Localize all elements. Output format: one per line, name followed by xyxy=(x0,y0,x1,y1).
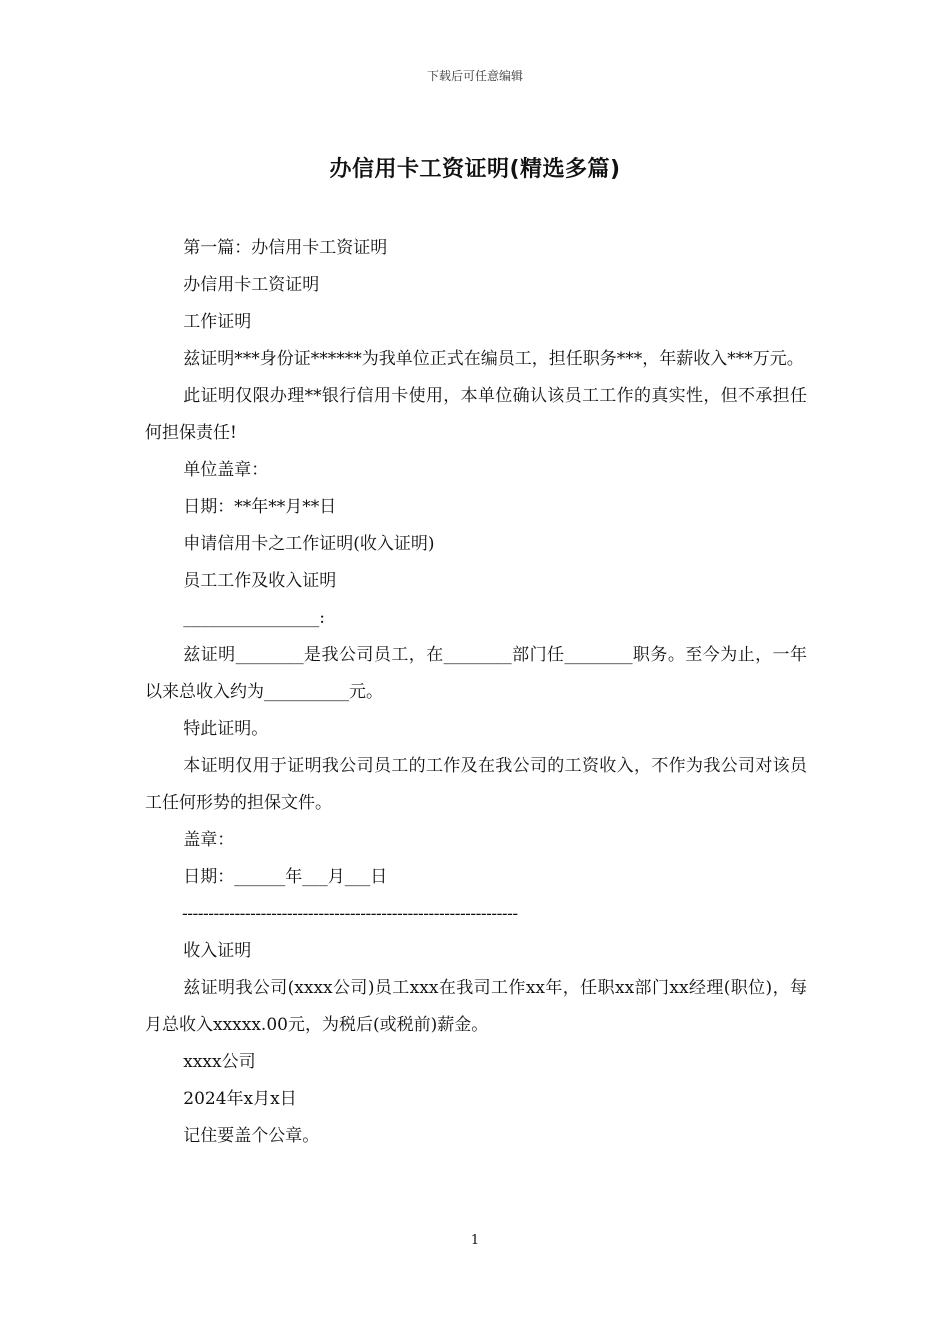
page-number: 1 xyxy=(470,1233,480,1248)
subheading: 申请信用卡之工作证明(收入证明) xyxy=(183,534,435,554)
date-line: 2024年x月x日 xyxy=(183,1089,297,1109)
section-heading: 第一篇：办信用卡工资证明 xyxy=(183,238,388,258)
company-line: xxxx公司 xyxy=(183,1052,256,1072)
seal-line: 盖章： xyxy=(183,830,235,850)
page-header-note: 下载后可任意编辑 xyxy=(426,69,523,83)
document-body xyxy=(145,230,807,1155)
body-paragraph: 此证明仅限办理**银行信用卡使用，本单位确认该员工工作的真实性，但不承担任何担保责任! xyxy=(145,386,807,443)
date-line: 日期：______年___月___日 xyxy=(183,867,388,887)
subheading: 工作证明 xyxy=(183,312,252,332)
subheading: 员工工作及收入证明 xyxy=(183,571,337,591)
date-line: 日期：**年**月**日 xyxy=(183,497,337,517)
document-title: 办信用卡工资证明(精选多篇) xyxy=(329,157,621,182)
body-paragraph: 兹证明***身份证******为我单位正式在编员工，担任职务***，年薪收入***万元。 xyxy=(183,349,804,369)
body-paragraph: 兹证明________是我公司员工，在________部门任________职务。至今为止，一年以来总收入约为__________元。 xyxy=(145,645,807,702)
seal-line: 单位盖章： xyxy=(183,460,269,480)
body-paragraph: 特此证明。 xyxy=(183,719,269,739)
body-paragraph: 兹证明我公司(xxxx公司)员工xxx在我司工作xx年，任职xx部门xx经理(职位)，每月总收入xxxxx.00元，为税后(或税前)薪金。 xyxy=(145,978,807,1035)
dashed-separator: ---------------------------------------------------------------- xyxy=(182,904,518,924)
addressee-blank: ________________: xyxy=(183,608,325,628)
body-paragraph: 本证明仅用于证明我公司员工的工作及在我公司的工资收入，不作为我公司对该员工任何形势的担保文件。 xyxy=(145,756,807,813)
subheading: 收入证明 xyxy=(183,941,252,961)
subheading: 办信用卡工资证明 xyxy=(183,275,320,295)
note-line: 记住要盖个公章。 xyxy=(183,1126,320,1146)
